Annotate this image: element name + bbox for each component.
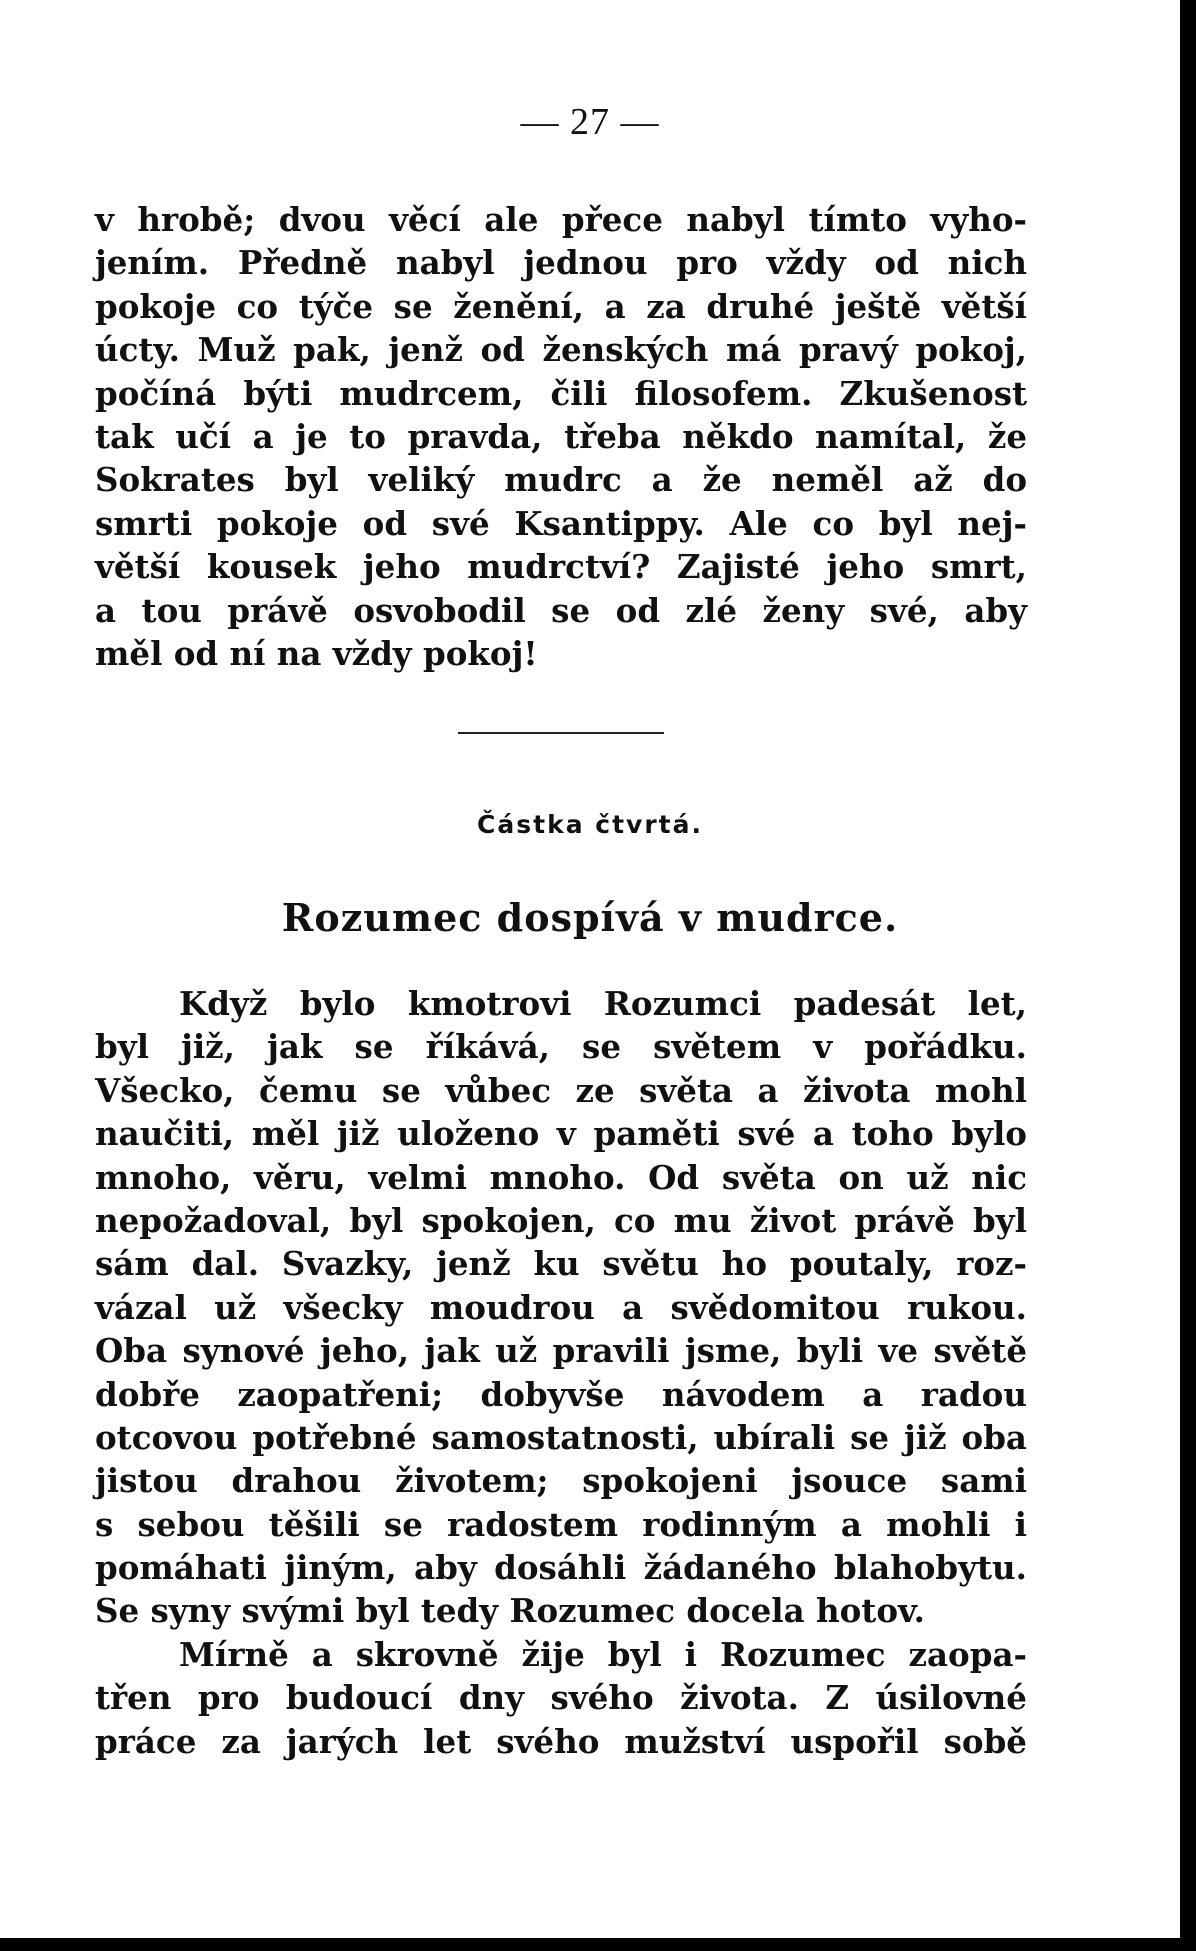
part-heading: Částka čtvrtá.: [477, 810, 703, 839]
text-line: nepožadoval, byl spokojen, co mu život právě byl: [95, 1200, 1027, 1240]
text-line: v hrobě; dvou věcí ale přece nabyl tímto vyho-: [95, 200, 1027, 239]
text-line: otcovou potřebné samostatnosti, ubírali se již oba: [95, 1417, 1027, 1457]
text-line: Se syny svými byl tedy Rozumec docela hotov.: [95, 1591, 925, 1631]
text-line: dobře zaopatřeni; dobyvše návodem a radou: [95, 1374, 1027, 1414]
text-line: sám dal. Svazky, jenž ku světu ho poutaly, roz-: [95, 1244, 1027, 1284]
text-line: úcty. Muž pak, jenž od ženských má pravý pokoj,: [95, 330, 1027, 370]
text-line: byl již, jak se říkává, se světem v pořádku.: [95, 1027, 1027, 1067]
text-line: vázal už všecky moudrou a svědomitou rukou.: [95, 1287, 1027, 1327]
chapter-title: Rozumec dospívá v mudrce.: [281, 895, 899, 940]
text-line: Oba synové jeho, jak už pravili jsme, byli ve světě: [95, 1331, 1027, 1371]
text-line: měl od ní na vždy pokoj!: [95, 633, 538, 673]
text-line: jistou drahou životem; spokojeni jsouce sami: [95, 1461, 1027, 1501]
text-line: jením. Předně nabyl jednou pro vždy od nich: [95, 243, 1027, 283]
text-line: pomáhati jiným, aby dosáhli žádaného blahobytu.: [95, 1548, 1027, 1588]
text-line: Mírně a skrovně žije byl i Rozumec zaopa-: [179, 1634, 1027, 1674]
text-line: třen pro budoucí dny svého života. Z úsilovné: [95, 1678, 1027, 1718]
text-line: Všecko, čemu se vůbec ze světa a života mohl: [95, 1070, 1027, 1110]
text-line: větší kousek jeho mudrctví? Zajisté jeho smrt,: [95, 547, 1027, 587]
text-line: a tou právě osvobodil se od zlé ženy své, aby: [95, 590, 1027, 630]
text-line: Sokrates byl veliký mudrc a že neměl až do: [95, 460, 1027, 500]
text-line: mnoho, věru, velmi mnoho. Od světa on už nic: [95, 1157, 1027, 1197]
text-line: naučiti, měl již uloženo v paměti své a toho bylo: [95, 1114, 1027, 1154]
text-line: pokoje co týče se ženění, a za druhé ještě větší: [95, 286, 1027, 326]
paragraph-2: [95, 982, 1027, 1763]
text-line: tak učí a je to pravda, třeba někdo namítal, že: [95, 416, 1027, 456]
text-line: Když bylo kmotrovi Rozumci padesát let,: [179, 984, 1027, 1023]
section-divider: [458, 732, 664, 734]
page-number: — 27 —: [520, 101, 660, 143]
text-line: počíná býti mudrcem, čili filosofem. Zkušenost: [95, 373, 1027, 413]
text-line: práce za jarých let svého mužství uspořil sobě: [95, 1721, 1027, 1761]
text-line: s sebou těšili se radostem rodinným a mohli i: [95, 1504, 1027, 1544]
text-line: smrti pokoje od své Ksantippy. Ale co byl nej-: [95, 503, 1027, 543]
paragraph-1: [95, 198, 1027, 675]
